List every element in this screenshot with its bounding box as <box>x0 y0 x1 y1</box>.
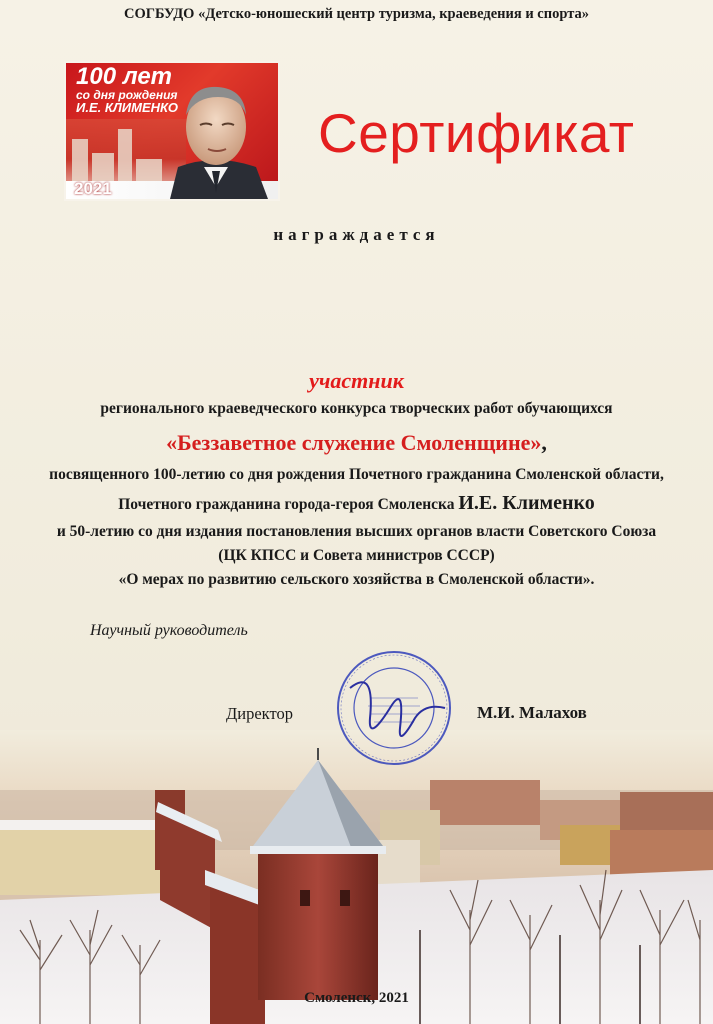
director-name: М.И. Малахов <box>477 703 587 722</box>
logo-line-2: со дня рождения <box>76 88 178 102</box>
smolensk-winter-photo <box>0 730 713 1024</box>
contest-comma: , <box>541 430 547 455</box>
body-line-4: и 50-летию со дня издания постановления высших органов власти Советского Союза <box>56 523 657 540</box>
body-line-3 <box>0 492 713 515</box>
official-stamp <box>320 648 465 768</box>
logo-year: 2021 <box>74 179 112 198</box>
anniversary-logo <box>66 63 278 199</box>
supervisor-label: Научный руководитель <box>90 622 248 639</box>
director-label: Директор <box>226 704 293 723</box>
director-signature <box>350 682 445 736</box>
awarded-label: награждается <box>273 225 440 244</box>
body-line-2: посвященного 100-летию со дня рождения Почетного гражданина Смоленской области, <box>49 466 664 483</box>
logo-line-1: 100 лет <box>76 63 173 90</box>
organization-header: СОГБУДО «Детско-юношеский центр туризма, краеведения и спорта» <box>123 6 590 22</box>
body-line-6: «О мерах по развитию сельского хозяйства в Смоленской области». <box>118 571 595 588</box>
body-line-3-prefix: Почетного гражданина города-героя Смоленска <box>118 496 455 513</box>
body-line-5: (ЦК КПСС и Совета министров СССР) <box>218 547 495 564</box>
city-year-footer: Смоленск, 2021 <box>304 990 409 1006</box>
participant-label: участник <box>309 368 404 393</box>
logo-line-3: И.Е. КЛИМЕНКО <box>76 100 178 115</box>
body-line-1: регионального краеведческого конкурса творческих работ обучающихся <box>100 400 613 417</box>
certificate-title: Сертификат <box>318 102 635 164</box>
honoree-name: И.Е. Клименко <box>458 492 595 514</box>
contest-name: «Беззаветное служение Смоленщине» <box>166 430 542 455</box>
contest-name-line <box>0 430 713 456</box>
